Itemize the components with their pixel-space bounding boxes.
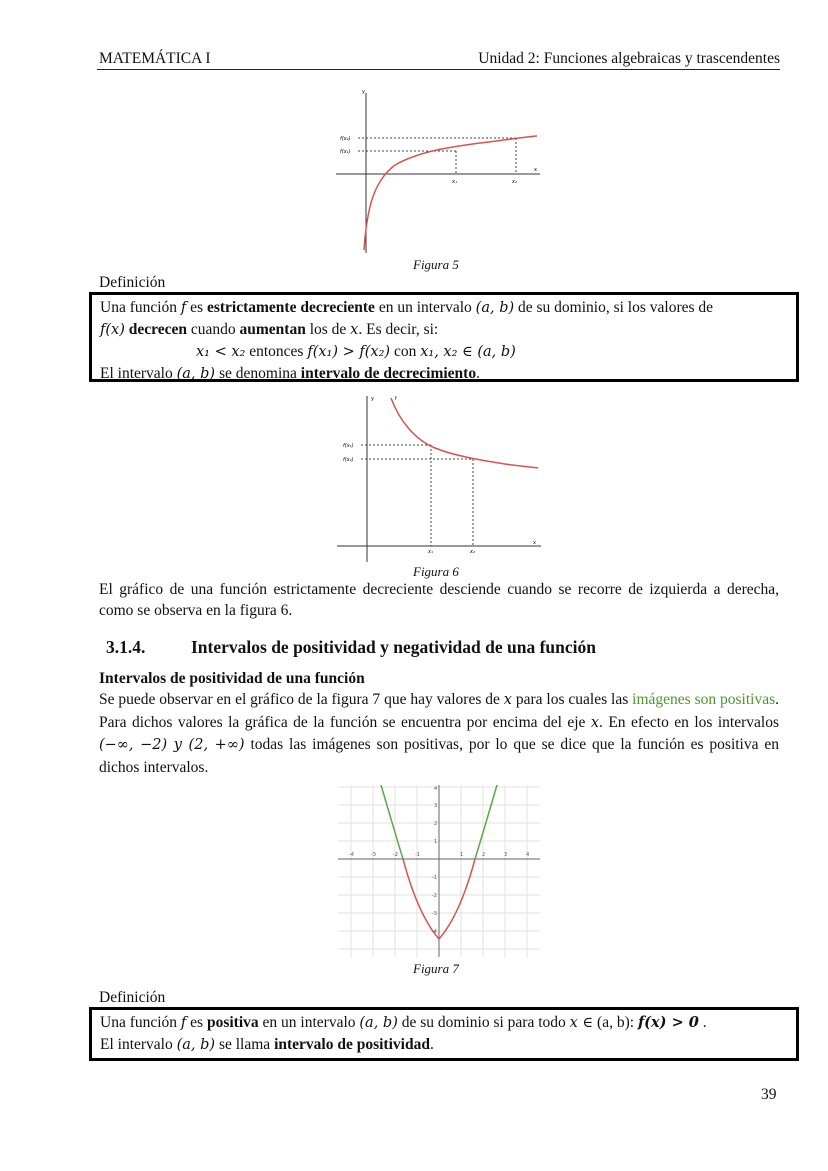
paragraph-decreasing: El gráfico de una función estrictamente decreciente desciende cuando se recorre de izquierda a derecha, como se observa en la figura 6.	[99, 581, 779, 619]
paragraph-positivity: Se puede observar en el gráfico de la figura 7 que hay valores de x para los cuales las imágenes son positivas. Para dichos valores la gráfica de la función se encuentra por encima del eje x. En efecto en los intervalos (−∞, −2) y (2, +∞) todas las imágenes son positivas, por lo que se dice que la función es positiva en dichos intervalos.	[99, 691, 779, 776]
def1-line-2: f(x) decrecen cuando aumentan los de x. Es decir, si:	[100, 321, 439, 338]
fig6-x-label: x	[533, 540, 536, 546]
fig6-fx1-label: f(x₁)	[343, 443, 354, 449]
figure-6	[335, 390, 545, 565]
header-rule	[97, 69, 780, 70]
def2-line-1: Una función f es positiva en un intervalo (a, b) de su dominio si para todo x ∈ (a, b): f(x) > 0 .	[100, 1014, 707, 1031]
fig5-fx2-label: f(x₂)	[340, 136, 351, 142]
fig7-xtick-3: 3	[504, 852, 508, 858]
definition-2-heading: Definición	[99, 989, 166, 1006]
fig7-ytick-1: 1	[434, 839, 438, 845]
fig5-x-label: x	[534, 167, 537, 173]
fig6-x2-label: x₂	[470, 549, 475, 555]
figure-5	[330, 85, 545, 257]
def1-line-4: El intervalo (a, b) se denomina intervalo de decrecimiento.	[100, 365, 480, 382]
fig5-fx1-label: f(x₁)	[340, 149, 351, 155]
fig7-ytick-neg2: -2	[432, 893, 437, 899]
page-number: 39	[761, 1086, 777, 1103]
fig6-fx2-label: f(x₂)	[343, 457, 354, 463]
definition-1-heading: Definición	[99, 274, 166, 291]
fig7-xtick-neg3: -3	[371, 852, 376, 858]
fig7-xtick-2: 2	[482, 852, 486, 858]
fig7-ytick-4: 4	[434, 786, 438, 792]
def1-line-3: x₁ < x₂ entonces f(x₁) > f(x₂) con x₁, x₂ ∈ (a, b)	[196, 343, 516, 360]
fig7-ytick-neg4: -4	[432, 929, 437, 935]
section-number: 3.1.4.	[106, 637, 146, 657]
fig7-xtick-neg2: -2	[393, 852, 398, 858]
fig5-x1-label: x₁	[452, 179, 457, 185]
fig5-x2-label: x₂	[512, 179, 517, 185]
positive-images-link: imágenes son positivas	[632, 691, 776, 708]
fig7-ytick-neg1: -1	[432, 875, 437, 881]
fig6-y-label: y	[371, 396, 374, 402]
fig7-xtick-4: 4	[526, 852, 530, 858]
section-title: Intervalos de positividad y negatividad de una función	[191, 637, 597, 657]
figure-6-caption: Figura 6	[413, 564, 459, 579]
header-right: Unidad 2: Funciones algebraicas y trascendentes	[478, 50, 780, 67]
figure-7-caption: Figura 7	[413, 961, 459, 976]
def2-line-2: El intervalo (a, b) se llama intervalo de positividad.	[100, 1036, 434, 1053]
fig7-xtick-neg1: -1	[415, 852, 420, 858]
fig7-xtick-1: 1	[460, 852, 464, 858]
fig7-ytick-3: 3	[434, 803, 438, 809]
fig5-y-label: y	[362, 89, 365, 95]
subsection-title: Intervalos de positividad de una función	[99, 670, 365, 687]
fig7-xtick-neg4: -4	[349, 852, 354, 858]
fig6-x1-label: x₁	[428, 549, 433, 555]
definition-2-box	[89, 1007, 799, 1061]
fig7-ytick-neg3: -3	[432, 911, 437, 917]
fig6-curve-label: f	[395, 396, 397, 402]
definition-1-box	[89, 292, 799, 382]
header-left: MATEMÁTICA I	[99, 50, 211, 67]
figure-5-caption: Figura 5	[413, 257, 459, 272]
fig7-ytick-2: 2	[434, 821, 438, 827]
figure-7	[338, 785, 540, 957]
def1-line-1: Una función f es estrictamente decreciente en un intervalo (a, b) de su dominio, si los valores de	[100, 299, 714, 316]
